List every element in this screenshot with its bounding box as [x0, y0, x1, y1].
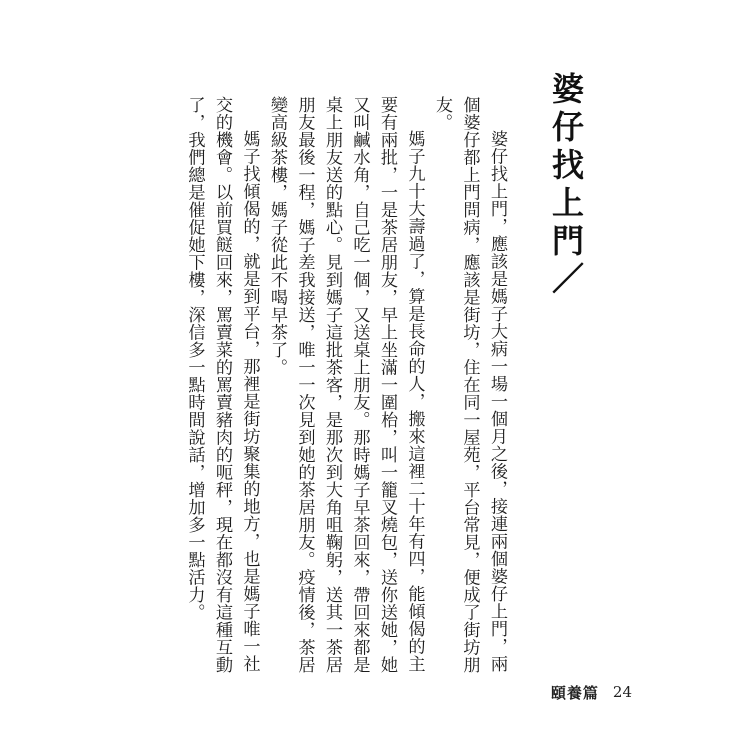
- paragraph-2: 媽子九十大壽過了，算是長命的人，搬來這裡二十年有四，能傾偈的主要有兩批，一是茶居朋友，早上坐滿一圍枱，叫一籠叉燒包，送你送她，她又叫鹹水角，自己吃一個，又送桌上朋友。那時媽子早茶回來，帶回來都是桌上朋友送的點心。見到媽子這批茶客，是那次到大角咀鞠躬，送其一茶居朋友最後一程，媽子差我接送，唯一一次見到她的茶居朋友。疫情後，茶居變高級茶樓，媽子從此不喝早茶了。: [267, 96, 425, 674]
- page-footer: [551, 680, 632, 704]
- chapter-title: 婆仔找上門／: [547, 72, 585, 300]
- page-number: 24: [612, 683, 632, 701]
- paragraph-3: 媽子找傾偈的，就是到平台，那裡是街坊聚集的地方，也是媽子唯一社交的機會。以前買餸回來，罵賣菜的罵賣豬肉的呃秤，現在都沒有這種互動了，我們總是催促她下樓，深信多一點時間說話，增加多一點活力。: [184, 96, 260, 674]
- paragraph-1: 婆仔找上門，應該是媽子大病一場一個月之後，接連兩個婆仔上門，兩個婆仔都上門問病，應該是街坊，住在同一屋苑，平台常見，便成了街坊朋友。: [432, 96, 507, 674]
- body-text: [184, 96, 510, 686]
- section-name: 頤養篇: [550, 683, 599, 702]
